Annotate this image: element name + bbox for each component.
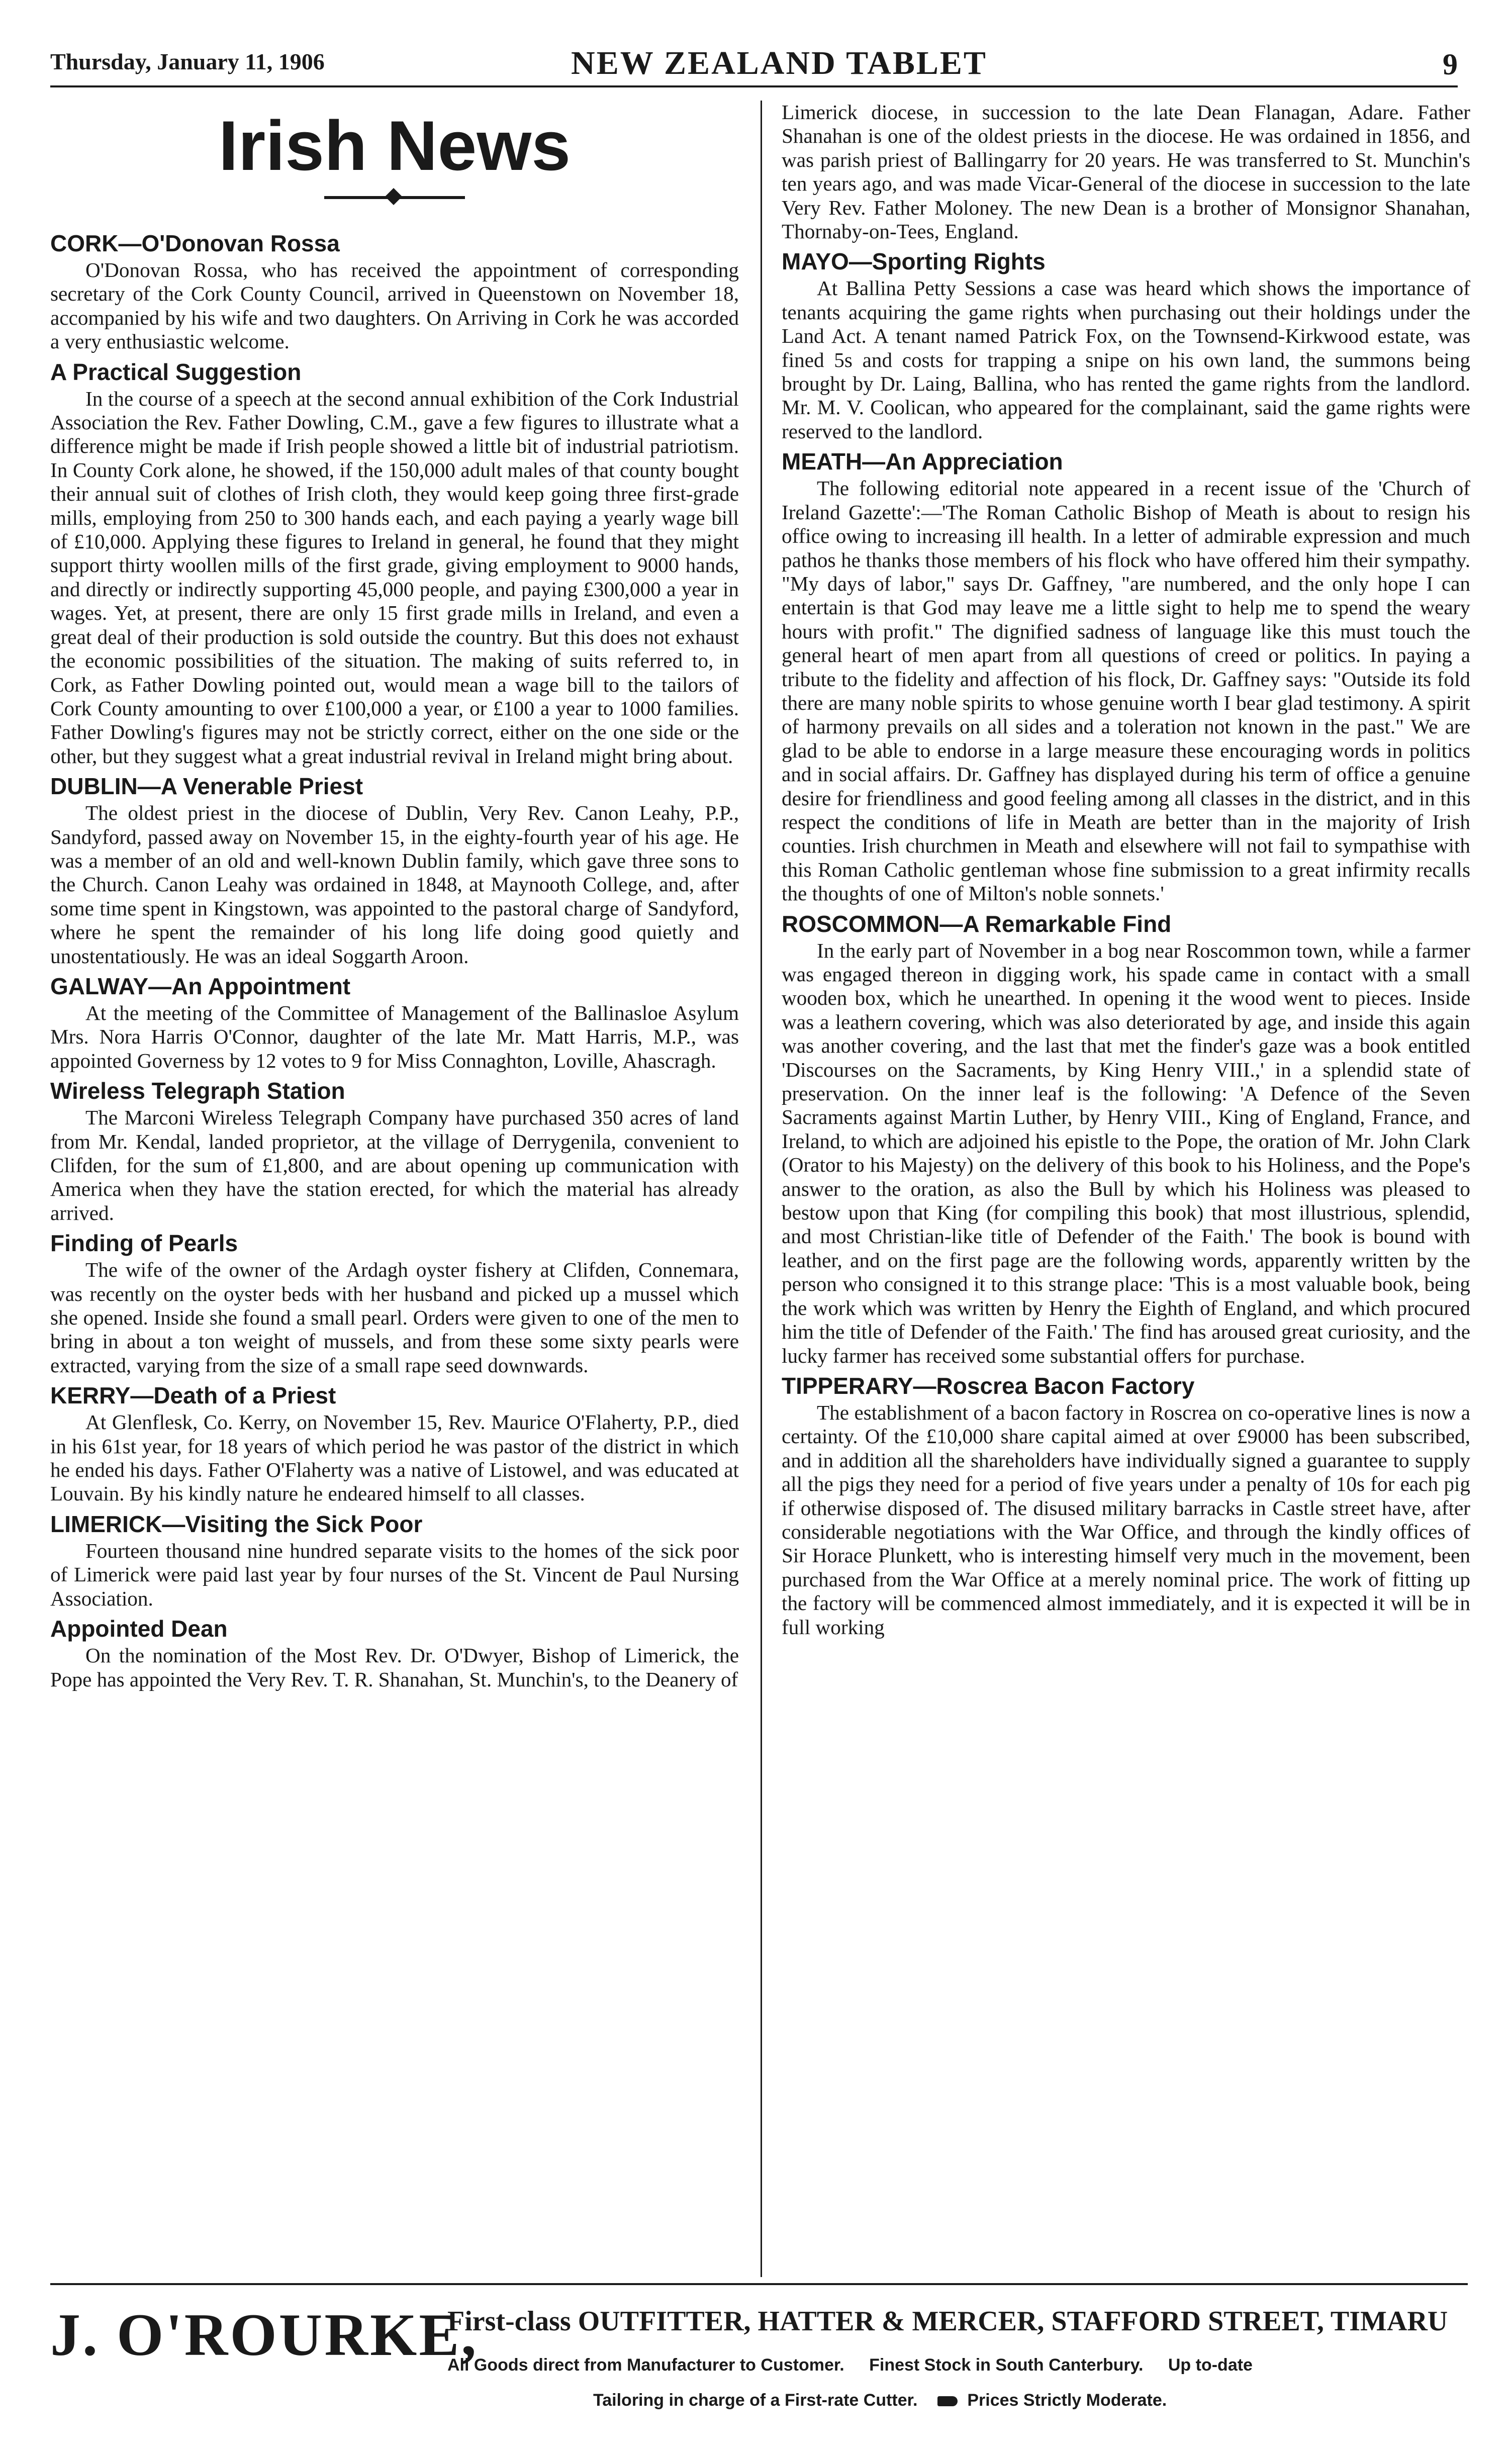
ad-detail-tailoring: Tailoring in charge of a First-rate Cutter. xyxy=(593,2391,918,2410)
article xyxy=(50,1381,739,1506)
header-rule xyxy=(50,85,1458,87)
ad-detail-prices: Prices Strictly Moderate. xyxy=(967,2391,1167,2410)
article xyxy=(50,772,739,968)
advertisement xyxy=(50,2290,1468,2431)
article-heading: MEATH—An Appreciation xyxy=(782,448,1063,475)
pointing-hand-icon xyxy=(937,2396,958,2406)
article-paragraph: In the early part of November in a bog near Roscommon town, while a farmer was engaged thereon in digging work, his spade came in contact with a small wooden box, which he unearthed. In opening it the wood went to pieces. Inside was a leathern covering, which was also deteriorated by age, and inside this again was another covering, and the last that met the finder's gaze was a book entitled 'Discourses on the Sacraments, by King Henry VIII.,' in a splendid state of preservation. On the inner leaf is the following: 'A Defence of the Seven Sacraments against Martin Luther, by Henry VIII., King of England, France, and Ireland, to which are adjoined his epistle to the Pope, the oration of Mr. John Clark (Orator to his Majesty) on the delivery of this book to his Holiness, and the Pope's answer to the oration, as also the Bull by which his Holiness was pleased to bestow upon that King (for compiling this book) that most illustrious, splendid, and most Christian-like title of Defender of the Faith.' The book is bound with leather, and on the first page are the following words, apparently written by the person who consigned it to this strange place: 'This is a most valuable book, being the work which was written by Henry the Eighth of England, and which procured him the title of Defender of the Faith.' The find has aroused great curiosity, and the lucky farmer has received some substantial offers for purchase. xyxy=(782,938,1470,1367)
right-articles xyxy=(782,247,1470,1639)
advertisement-footer xyxy=(593,2391,1167,2410)
issue-date: Thursday, January 11, 1906 xyxy=(50,49,325,74)
article-paragraph: The wife of the owner of the Ardagh oyster fishery at Clifden, Connemara, was recently on the oyster beds with her husband and picked up a mussel which she opened. Inside she found a small pearl. Orders were given to one of the men to bring in about a ton weight of mussels, and from these some sixty pearls were extracted, varying from the size of a small rape seed downwards. xyxy=(50,1258,739,1377)
advertisement-tagline: First-class OUTFITTER, HATTER & MERCER, STAFFORD STREET, TIMARU xyxy=(447,2306,1448,2337)
article xyxy=(782,447,1470,905)
ad-detail-direct: All Goods direct from Manufacturer to Customer. xyxy=(447,2355,844,2375)
article-heading: GALWAY—An Appointment xyxy=(50,973,351,999)
ad-detail-uptodate: Up to-date xyxy=(1168,2355,1253,2375)
advertisement-details xyxy=(447,2355,1253,2375)
continued-paragraph: Limerick diocese, in succession to the late Dean Flanagan, Adare. Father Shanahan is one of the oldest priests in the diocese. He was ordained in 1856, and was parish priest of Ballingarry for 20 years. He was transferred to St. Munchin's ten years ago, and was made Vicar-General of the diocese in succession to the late Very Rev. Father Moloney. The new Dean is a brother of Monsignor Shanahan, Thornaby-on-Tees, England. xyxy=(782,101,1470,243)
page-header xyxy=(50,44,1458,89)
article-heading: Appointed Dean xyxy=(50,1616,228,1642)
article xyxy=(50,229,739,354)
article-heading: TIPPERARY—Roscrea Bacon Factory xyxy=(782,1372,1195,1399)
article-heading: MAYO—Sporting Rights xyxy=(782,248,1046,275)
article-heading: A Practical Suggestion xyxy=(50,358,302,385)
left-articles xyxy=(50,229,739,1691)
right-column xyxy=(782,101,1470,2262)
article-paragraph: The establishment of a bacon factory in Roscrea on co-operative lines is now a certainty. Of the £10,000 share capital aimed at over £9000 has been subscribed, and in addition all the shareholders have individually signed a guarantee to supply all the pigs they need for a period of five years under a penalty of 10s for each pig if otherwise disposed of. The disused military barracks in Castle street have, after considerable negotiations with the War Office, and through the kindly offices of Sir Horace Plunkett, who is interesting himself very much in the movement, been purchased from the War Office at a merely nominal price. The work of fitting up the factory will be commenced almost immediately, and it is expected it will be in full working xyxy=(782,1400,1470,1639)
section-title: Irish News xyxy=(218,106,571,185)
article-paragraph: The oldest priest in the diocese of Dublin, Very Rev. Canon Leahy, P.P., Sandyford, passed away on November 15, in the eighty-fourth year of his age. He was a member of an old and well-known Dublin family, which gave three sons to the Church. Canon Leahy was ordained in 1848, at Maynooth College, and, after some time spent in Kingstown, was appointed to the pastoral charge of Sandyford, where he spent the remainder of his long life doing good quietly and unostentatiously. He was an ideal Soggarth Aroon. xyxy=(50,801,739,968)
article xyxy=(50,1077,739,1225)
page-number: 9 xyxy=(1443,48,1458,81)
publication-title: NEW ZEALAND TABLET xyxy=(571,45,987,81)
title-ornament-rule xyxy=(324,196,465,199)
article-paragraph: At Glenflesk, Co. Kerry, on November 15, Rev. Maurice O'Flaherty, P.P., died in his 61st year, for 18 years of which period he was pastor of the district in which he ended his days. Father O'Flaherty was a native of Listowel, and was educated at Louvain. By his kindly nature he endeared himself to all classes. xyxy=(50,1410,739,1505)
article-heading: LIMERICK—Visiting the Sick Poor xyxy=(50,1511,423,1537)
left-column xyxy=(50,101,739,2262)
article xyxy=(50,1510,739,1611)
article xyxy=(50,1615,739,1691)
article-paragraph: Fourteen thousand nine hundred separate visits to the homes of the sick poor of Limerick were paid last year by four nurses of the St. Vincent de Paul Nursing Association. xyxy=(50,1539,739,1610)
article xyxy=(782,910,1470,1368)
article xyxy=(50,358,739,769)
advertiser-name: J. O'ROURKE, xyxy=(50,2301,479,2368)
article-heading: KERRY—Death of a Priest xyxy=(50,1382,336,1409)
article-paragraph: At the meeting of the Committee of Management of the Ballinasloe Asylum Mrs. Nora Harris O'Connor, daughter of the late Mr. Matt Harris, M.P., was appointed Governess by 12 votes to 9 for Miss Connaghton, Loville, Ahascragh. xyxy=(50,1001,739,1072)
article xyxy=(782,1372,1470,1639)
article xyxy=(50,972,739,1073)
article-heading: DUBLIN—A Venerable Priest xyxy=(50,773,363,800)
footer-rule xyxy=(50,2283,1468,2285)
article-heading: CORK—O'Donovan Rossa xyxy=(50,230,340,256)
article-paragraph: The following editorial note appeared in a recent issue of the 'Church of Ireland Gazette':—'The Roman Catholic Bishop of Meath is about to resign his office owing to increasing ill health. In a letter of admirable expression and much pathos he thanks those members of his flock who have offered him their sympathy. "My days of labor," says Dr. Gaffney, "are numbered, and the only hope I can entertain is that God may leave me a little sight to help me to spend the weary hours with profit." The dignified sadness of language like this must touch the general heart of men apart from all questions of creed or politics. In paying a tribute to the fidelity and affection of his flock, Dr. Gaffney says: "Outside its fold there are many noble spirits to whose genuine worth I bear glad testimony. A spirit of harmony prevails on all sides and a toleration not known in the past." We are glad to be able to endorse in a large measure these encouraging words in politics and in social affairs. Dr. Gaffney has displayed during his term of office a genuine desire for friendliness and good feeling among all classes in the district, and in this respect the conditions of life in Meath are better than in the majority of Irish counties. Irish churchmen in Meath and elsewhere will not fail to sympathise with this Roman Catholic gentleman whose fine submission to a great infirmity recalls the thoughts of one of Milton's noble sonnets.' xyxy=(782,477,1470,905)
article xyxy=(50,1229,739,1377)
article-paragraph: The Marconi Wireless Telegraph Company have purchased 350 acres of land from Mr. Kendal, landed proprietor, at the village of Derrygenila, convenient to Clifden, for the sum of £1,800, and are about opening up communication with America when they have the station erected, for which the material has already arrived. xyxy=(50,1106,739,1224)
column-divider xyxy=(761,101,762,2277)
article-paragraph: O'Donovan Rossa, who has received the appointment of corresponding secretary of the Cork County Council, arrived in Queenstown on November 18, accompanied by his wife and two daughters. On Arriving in Cork he was accorded a very enthusiastic welcome. xyxy=(50,258,739,353)
ad-detail-stock: Finest Stock in South Canterbury. xyxy=(869,2355,1144,2375)
article-heading: Wireless Telegraph Station xyxy=(50,1078,345,1104)
article-heading: Finding of Pearls xyxy=(50,1230,238,1257)
article xyxy=(782,247,1470,443)
article-paragraph: On the nomination of the Most Rev. Dr. O'Dwyer, Bishop of Limerick, the Pope has appointed the Very Rev. T. R. Shanahan, St. Munchin's, to the Deanery of xyxy=(50,1644,739,1691)
article-heading: ROSCOMMON—A Remarkable Find xyxy=(782,910,1172,937)
article-paragraph: In the course of a speech at the second annual exhibition of the Cork Industrial Association the Rev. Father Dowling, C.M., gave a few figures to illustrate what a difference might be made if Irish people showed a little bit of industrial patriotism. In County Cork alone, he showed, if the 150,000 adult males of that county bought their annual suit of clothes of Irish cloth, they would keep going three first-grade mills, employing from 250 to 300 hands each, and each paying a yearly wage bill of £10,000. Applying these figures to Ireland in general, he found that they might support thirty woollen mills of the first grade, giving employment to 9000 hands, and directly or indirectly supporting 45,000 people, and paying £300,000 a year in wages. Yet, at present, there are only 15 first grade mills in Ireland, and even a great deal of their production is sold outside the country. But this does not exhaust the economic possibilities of the situation. The making of suits referred to, in Cork, as Father Dowling pointed out, would mean a wage bill to the tailors of Cork County amounting to over £100,000 a year, or £100 a year to 1000 families. Father Dowling's figures may not be strictly correct, either on the one side or the other, but they suggest what a great industrial revival in Ireland might bring about. xyxy=(50,387,739,768)
article-paragraph: At Ballina Petty Sessions a case was heard which shows the importance of tenants acquiring the game rights when purchasing out their holdings under the Land Act. A tenant named Patrick Fox, on the Townsend-Kirkwood estate, was fined 5s and costs for trapping a snipe on his own land, the summons being brought by Dr. Laing, Ballina, who has rented the game rights from the landlord. Mr. M. V. Coolican, who appeared for the complainant, said the game rights were reserved to the landlord. xyxy=(782,276,1470,443)
